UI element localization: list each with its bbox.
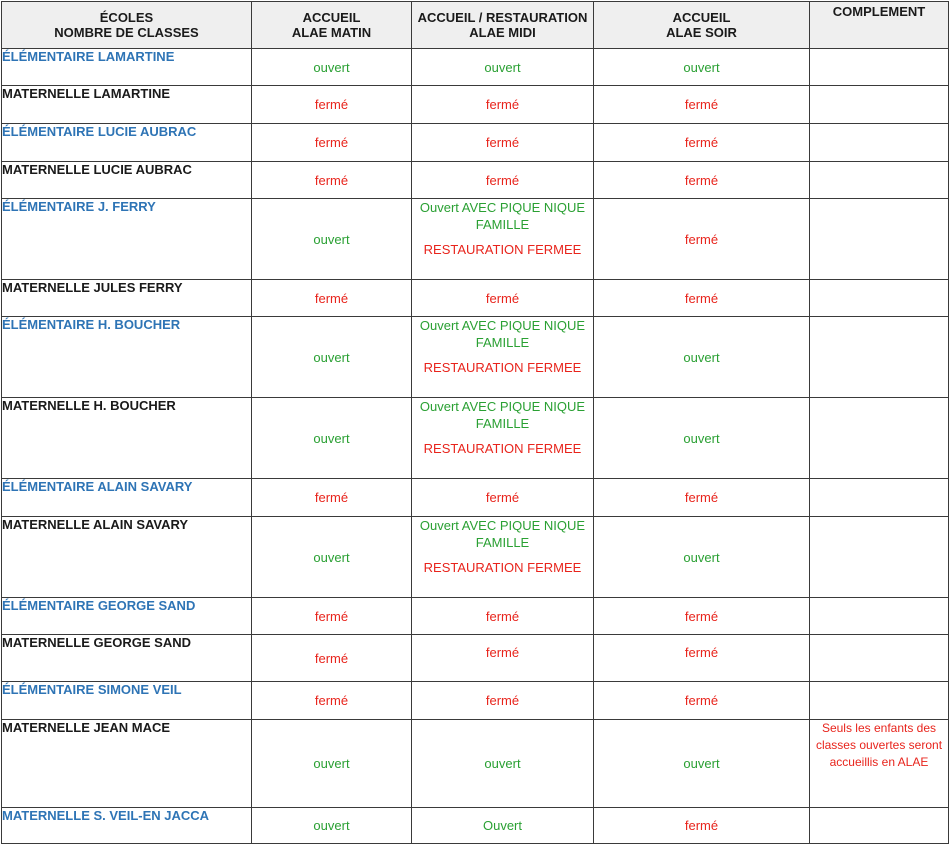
table-row: [2, 86, 949, 124]
status-midi: fermé: [412, 124, 594, 162]
status-soir: fermé: [594, 162, 810, 199]
complement-cell: [810, 682, 949, 720]
status-matin: ouvert: [252, 49, 412, 86]
status-matin: ouvert: [252, 517, 412, 598]
status-matin: ouvert: [252, 199, 412, 280]
midi-open-note: Ouvert AVEC PIQUE NIQUE FAMILLE: [419, 200, 586, 232]
complement-cell: [810, 598, 949, 635]
header-alae-midi: ACCUEIL / RESTAURATION ALAE MIDI: [412, 2, 594, 49]
complement-cell: [810, 280, 949, 317]
status-matin: fermé: [252, 635, 412, 682]
status-midi: fermé: [412, 280, 594, 317]
school-name: ÉLÉMENTAIRE LAMARTINE: [2, 49, 252, 86]
midi-closed-note: RESTAURATION FERMEE: [423, 360, 582, 375]
school-name: ÉLÉMENTAIRE ALAIN SAVARY: [2, 479, 252, 517]
status-midi: ouvert: [412, 720, 594, 808]
table-row: [2, 682, 949, 720]
status-midi: fermé: [412, 86, 594, 124]
complement-cell: [810, 317, 949, 398]
complement-cell: [810, 635, 949, 682]
school-name: ÉLÉMENTAIRE J. FERRY: [2, 199, 252, 280]
status-soir: ouvert: [594, 720, 810, 808]
complement-cell: [810, 808, 949, 844]
midi-closed-note: RESTAURATION FERMEE: [423, 242, 582, 257]
school-name: ÉLÉMENTAIRE H. BOUCHER: [2, 317, 252, 398]
status-midi: [412, 398, 594, 479]
status-matin: fermé: [252, 162, 412, 199]
school-name: MATERNELLE JEAN MACE: [2, 720, 252, 808]
complement-cell: [810, 162, 949, 199]
status-matin: fermé: [252, 682, 412, 720]
school-name: MATERNELLE ALAIN SAVARY: [2, 517, 252, 598]
header-alae-soir: ACCUEIL ALAE SOIR: [594, 2, 810, 49]
status-midi: fermé: [412, 479, 594, 517]
school-name: ÉLÉMENTAIRE LUCIE AUBRAC: [2, 124, 252, 162]
school-schedule-table: [1, 1, 949, 844]
status-matin: ouvert: [252, 720, 412, 808]
status-matin: fermé: [252, 86, 412, 124]
status-soir: ouvert: [594, 398, 810, 479]
complement-cell: [810, 398, 949, 479]
status-soir: fermé: [594, 86, 810, 124]
complement-cell: [810, 49, 949, 86]
status-soir: ouvert: [594, 517, 810, 598]
status-soir: fermé: [594, 808, 810, 844]
complement-cell: [810, 124, 949, 162]
school-name: MATERNELLE LUCIE AUBRAC: [2, 162, 252, 199]
school-name: MATERNELLE H. BOUCHER: [2, 398, 252, 479]
school-name: ÉLÉMENTAIRE GEORGE SAND: [2, 598, 252, 635]
status-matin: fermé: [252, 280, 412, 317]
status-soir: fermé: [594, 124, 810, 162]
table-row: [2, 162, 949, 199]
table-row: [2, 598, 949, 635]
status-matin: fermé: [252, 124, 412, 162]
table-row: [2, 517, 949, 598]
status-matin: ouvert: [252, 317, 412, 398]
status-midi: [412, 199, 594, 280]
status-soir: fermé: [594, 199, 810, 280]
school-name: ÉLÉMENTAIRE SIMONE VEIL: [2, 682, 252, 720]
midi-closed-note: RESTAURATION FERMEE: [423, 441, 582, 456]
complement-cell: [810, 199, 949, 280]
status-midi: fermé: [412, 162, 594, 199]
school-name: MATERNELLE S. VEIL-EN JACCA: [2, 808, 252, 844]
status-midi: [412, 317, 594, 398]
status-soir: fermé: [594, 635, 810, 682]
school-name: MATERNELLE JULES FERRY: [2, 280, 252, 317]
status-matin: fermé: [252, 479, 412, 517]
header-row: [2, 2, 949, 49]
complement-cell: [810, 86, 949, 124]
table-row: [2, 479, 949, 517]
table-row: [2, 49, 949, 86]
status-matin: fermé: [252, 598, 412, 635]
status-soir: fermé: [594, 479, 810, 517]
complement-note: Seuls les enfants des classes ouvertes seront accueillis en ALAE: [810, 720, 949, 808]
status-matin: ouvert: [252, 398, 412, 479]
table-row: [2, 720, 949, 808]
header-alae-matin: ACCUEIL ALAE MATIN: [252, 2, 412, 49]
status-soir: ouvert: [594, 317, 810, 398]
midi-open-note: Ouvert AVEC PIQUE NIQUE FAMILLE: [419, 318, 586, 350]
header-complement: COMPLEMENT: [810, 2, 949, 49]
table-row: [2, 317, 949, 398]
header-ecoles: ÉCOLES NOMBRE DE CLASSES: [2, 2, 252, 49]
status-midi: ouvert: [412, 49, 594, 86]
status-soir: ouvert: [594, 49, 810, 86]
status-soir: fermé: [594, 682, 810, 720]
table-row: [2, 280, 949, 317]
table-row: [2, 635, 949, 682]
table-row: [2, 808, 949, 844]
table-row: [2, 398, 949, 479]
complement-cell: [810, 517, 949, 598]
school-name: MATERNELLE GEORGE SAND: [2, 635, 252, 682]
status-soir: fermé: [594, 598, 810, 635]
status-midi: fermé: [412, 682, 594, 720]
table-row: [2, 199, 949, 280]
status-midi: Ouvert: [412, 808, 594, 844]
midi-open-note: Ouvert AVEC PIQUE NIQUE FAMILLE: [419, 399, 586, 431]
status-midi: [412, 517, 594, 598]
status-matin: ouvert: [252, 808, 412, 844]
midi-closed-note: RESTAURATION FERMEE: [423, 560, 582, 575]
school-name: MATERNELLE LAMARTINE: [2, 86, 252, 124]
midi-open-note: Ouvert AVEC PIQUE NIQUE FAMILLE: [419, 518, 586, 550]
status-midi: fermé: [412, 635, 594, 682]
complement-cell: [810, 479, 949, 517]
status-soir: fermé: [594, 280, 810, 317]
table-row: [2, 124, 949, 162]
status-midi: fermé: [412, 598, 594, 635]
